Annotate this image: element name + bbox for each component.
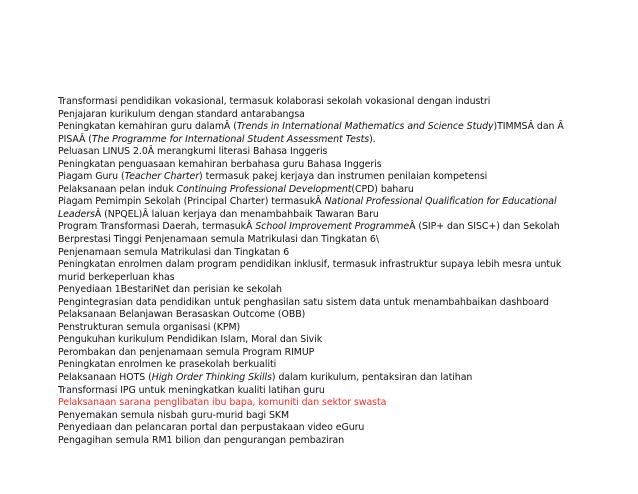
text-segment: Penyemakan semula nisbah guru-murid bagi SKM [58, 409, 290, 421]
list-item [58, 284, 586, 297]
text-segment: Pelaksanaan pelan induk [58, 183, 177, 195]
list-item [58, 146, 586, 159]
list-item [58, 121, 586, 146]
text-segment: Piagam Pemimpin Sekolah (Principal Charter) termasukÂ [58, 196, 325, 208]
list-item [58, 171, 586, 184]
text-segment: Penstrukturan semula organisasi (KPM) [58, 321, 241, 333]
list-item [58, 435, 586, 448]
text-segment: (CPD) baharu [351, 183, 414, 195]
text-segment: Penyediaan dan pelancaran portal dan perpustakaan video eGuru [58, 422, 365, 434]
text-segment: Penjajaran kurikulum dengan standard antarabangsa [58, 108, 305, 120]
list-item [58, 221, 586, 246]
text-segment: Pengagihan semula RM1 bilion dan pengurangan pembaziran [58, 434, 345, 446]
initiative-list [58, 96, 586, 447]
list-item [58, 297, 586, 310]
list-item [58, 359, 586, 372]
text-segment: Transformasi IPG untuk meningkatkan kualiti latihan guru [58, 384, 325, 396]
text-segment: Perombakan dan penjenamaan semula Program RIMUP [58, 346, 315, 358]
text-segment: )TIMMSÂ dan Â PISAÂ ( [58, 121, 564, 145]
italic-term: High Order Thinking Skills [151, 372, 272, 384]
text-segment: ) dalam kurikulum, pentaksiran dan latihan [271, 372, 473, 384]
text-segment: ). [369, 133, 376, 145]
list-item [58, 322, 586, 335]
list-item [58, 247, 586, 260]
list-item [58, 385, 586, 398]
text-segment: Penyediaan 1BestariNet dan perisian ke sekolah [58, 284, 282, 296]
list-item [58, 184, 586, 197]
list-item [58, 196, 586, 221]
text-segment: Piagam Guru ( [58, 171, 125, 183]
text-segment: Peningkatan kemahiran guru dalamÂ ( [58, 121, 237, 133]
italic-term: Continuing Professional Development [176, 183, 352, 195]
italic-term: The Programme for International Student Assessment Tests [91, 133, 370, 145]
list-item [58, 309, 586, 322]
text-segment: Â (NPQEL)Â laluan kerjaya dan menambahbaik Tawaran Baru [94, 208, 379, 220]
italic-term: School Improvement Programme [255, 221, 410, 233]
list-item [58, 159, 586, 172]
list-item [58, 259, 586, 284]
list-item [58, 410, 586, 423]
list-item [58, 334, 586, 347]
text-segment: Penjenamaan semula Matrikulasi dan Tingkatan 6 [58, 246, 290, 258]
italic-term: Teacher Charter [124, 171, 200, 183]
list-item [58, 96, 586, 109]
list-item [58, 397, 586, 410]
text-segment: Peningkatan penguasaan kemahiran berbahasa guru Bahasa Inggeris [58, 158, 382, 170]
italic-term: National Professional Qualification for Educational Leaders [58, 196, 557, 220]
text-segment: Â (SIP+ dan SISC+) dan Sekolah Berprestasi Tinggi Penjenamaan semula Matrikulasi dan Tingkatan 6\ [58, 221, 560, 246]
italic-term: Trends in International Mathematics and Science Study [236, 121, 494, 133]
list-item [58, 372, 586, 385]
text-segment: Pelaksanaan sarana penglibatan ibu bapa, komuniti dan sektor swasta [58, 397, 387, 409]
text-segment: ) termasuk pakej kerjaya dan instrumen penilaian kompetensi [199, 171, 488, 183]
text-segment: Pengintegrasian data pendidikan untuk penghasilan satu sistem data untuk menambahbaikan dashboard [58, 296, 549, 308]
list-item [58, 422, 586, 435]
text-segment: Program Transformasi Daerah, termasukÂ [58, 221, 256, 233]
text-segment: Pelaksanaan Belanjawan Berasaskan Outcome (OBB) [58, 309, 306, 321]
text-segment: Transformasi pendidikan vokasional, termasuk kolaborasi sekolah vokasional dengan industri [58, 96, 491, 107]
text-segment: Pelaksanaan HOTS ( [58, 372, 152, 384]
text-segment: Peningkatan enrolmen dalam program pendidikan inklusif, termasuk infrastruktur supaya lebih mesra untuk murid berkeperluan khas [58, 259, 562, 283]
list-item [58, 109, 586, 122]
text-segment: Peluasan LINUS 2.0Â merangkumi literasi Bahasa Inggeris [58, 146, 328, 158]
text-segment: Pengukuhan kurikulum Pendidikan Islam, Moral dan Sivik [58, 334, 323, 346]
text-segment: Peningkatan enrolmen ke prasekolah berkualiti [58, 359, 277, 371]
list-item [58, 347, 586, 360]
